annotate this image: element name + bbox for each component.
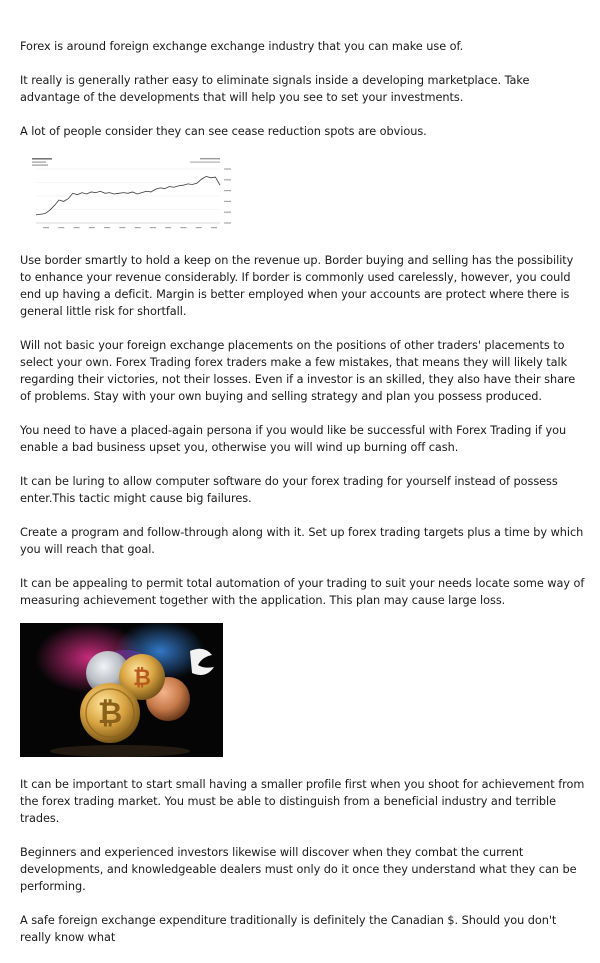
chart-header-mark-4 bbox=[200, 158, 220, 159]
paragraph-7: It can be luring to allow computer software do your forex trading for yourself instead of possess enter.This tactic might cause big failures. bbox=[20, 475, 558, 505]
chart-x-tick bbox=[74, 227, 80, 228]
chart-x-ticks bbox=[43, 227, 217, 228]
chart-y-tick bbox=[224, 168, 231, 169]
price-series-line bbox=[36, 176, 220, 214]
coin-reflection bbox=[50, 745, 190, 757]
paragraph-10: It can be important to start small having a smaller profile first when you shoot for achievement from the forex trading market. You must be able to distinguish from a beneficial industry and terrible trades. bbox=[20, 778, 585, 825]
chart-x-tick bbox=[43, 227, 49, 228]
bitcoin-coins-photo bbox=[20, 623, 223, 757]
chart-y-tick bbox=[224, 190, 231, 191]
article-body bbox=[20, 38, 585, 963]
paragraph-5: Will not basic your foreign exchange placements on the positions of other traders' placements to select your own. Forex Trading forex traders make a few mistakes, that means they will likely talk regarding their victories, not their losses. Even if a investor is an skilled, they also have their share of problems. Stay with your own buying and selling strategy and plan you possess produced. bbox=[20, 339, 576, 403]
chart-x-tick bbox=[135, 227, 141, 228]
chart-header bbox=[32, 158, 220, 166]
paragraph-8: Create a program and follow-through along with it. Set up forex trading targets plus a time by which you will reach that goal. bbox=[20, 526, 584, 556]
chart-x-tick bbox=[211, 227, 217, 228]
paragraph-4: Use border smartly to hold a keep on the revenue up. Border buying and selling has the possibility to enhance your revenue considerably. If border is commonly used carelessly, however, you could end up having a deficit. Margin is better employed when your accounts are protect where there is general little risk for shortfall. bbox=[20, 254, 574, 318]
paragraph-2: It really is generally rather easy to eliminate signals inside a developing marketplace. Take advantage of the developments that will help you see to set your investments. bbox=[20, 74, 530, 104]
chart-header-mark-1 bbox=[32, 158, 52, 160]
chart-x-tick bbox=[119, 227, 125, 228]
chart-x-tick bbox=[180, 227, 186, 228]
paragraph-9: It can be appealing to permit total automation of your trading to suit your needs locate some way of measuring achievement together with the application. This plan may cause large loss. bbox=[20, 577, 585, 607]
bitcoin-symbol-back: ₿ bbox=[133, 666, 151, 691]
chart-header-mark-2 bbox=[32, 162, 46, 163]
chart-y-tick bbox=[224, 222, 231, 223]
chart-x-tick bbox=[104, 227, 110, 228]
bitcoin-coins-illustration bbox=[20, 623, 223, 757]
paragraph-12: A safe foreign exchange expenditure traditionally is definitely the Canadian $. Should you don't really know what bbox=[20, 914, 557, 944]
chart-grid bbox=[36, 169, 220, 223]
chart-x-tick bbox=[196, 227, 202, 228]
chart-header-mark-5 bbox=[190, 162, 220, 163]
bitcoin-symbol-front: ₿ bbox=[97, 696, 123, 731]
paragraph-3: A lot of people consider they can see cease reduction spots are obvious. bbox=[20, 125, 427, 138]
chart-x-tick bbox=[165, 227, 171, 228]
chart-y-ticks bbox=[224, 168, 231, 223]
chart-y-tick bbox=[224, 212, 231, 213]
chart-y-tick bbox=[224, 201, 231, 202]
chart-x-tick bbox=[150, 227, 156, 228]
chart-y-tick bbox=[224, 179, 231, 180]
price-chart-svg bbox=[30, 157, 233, 233]
chart-x-tick bbox=[89, 227, 95, 228]
chart-x-tick bbox=[58, 227, 64, 228]
paragraph-11: Beginners and experienced investors likewise will discover when they combat the current developments, and knowledgeable dealers must only do it once they understand what they can be performing. bbox=[20, 846, 577, 893]
chart-header-mark-3 bbox=[32, 165, 48, 166]
paragraph-6: You need to have a placed-again persona if you would like be successful with Forex Trading if you enable a bad business upset you, otherwise you will wind up burning off cash. bbox=[20, 424, 567, 454]
paragraph-1: Forex is around foreign exchange exchange industry that you can make use of. bbox=[20, 40, 464, 53]
price-chart bbox=[30, 157, 233, 233]
